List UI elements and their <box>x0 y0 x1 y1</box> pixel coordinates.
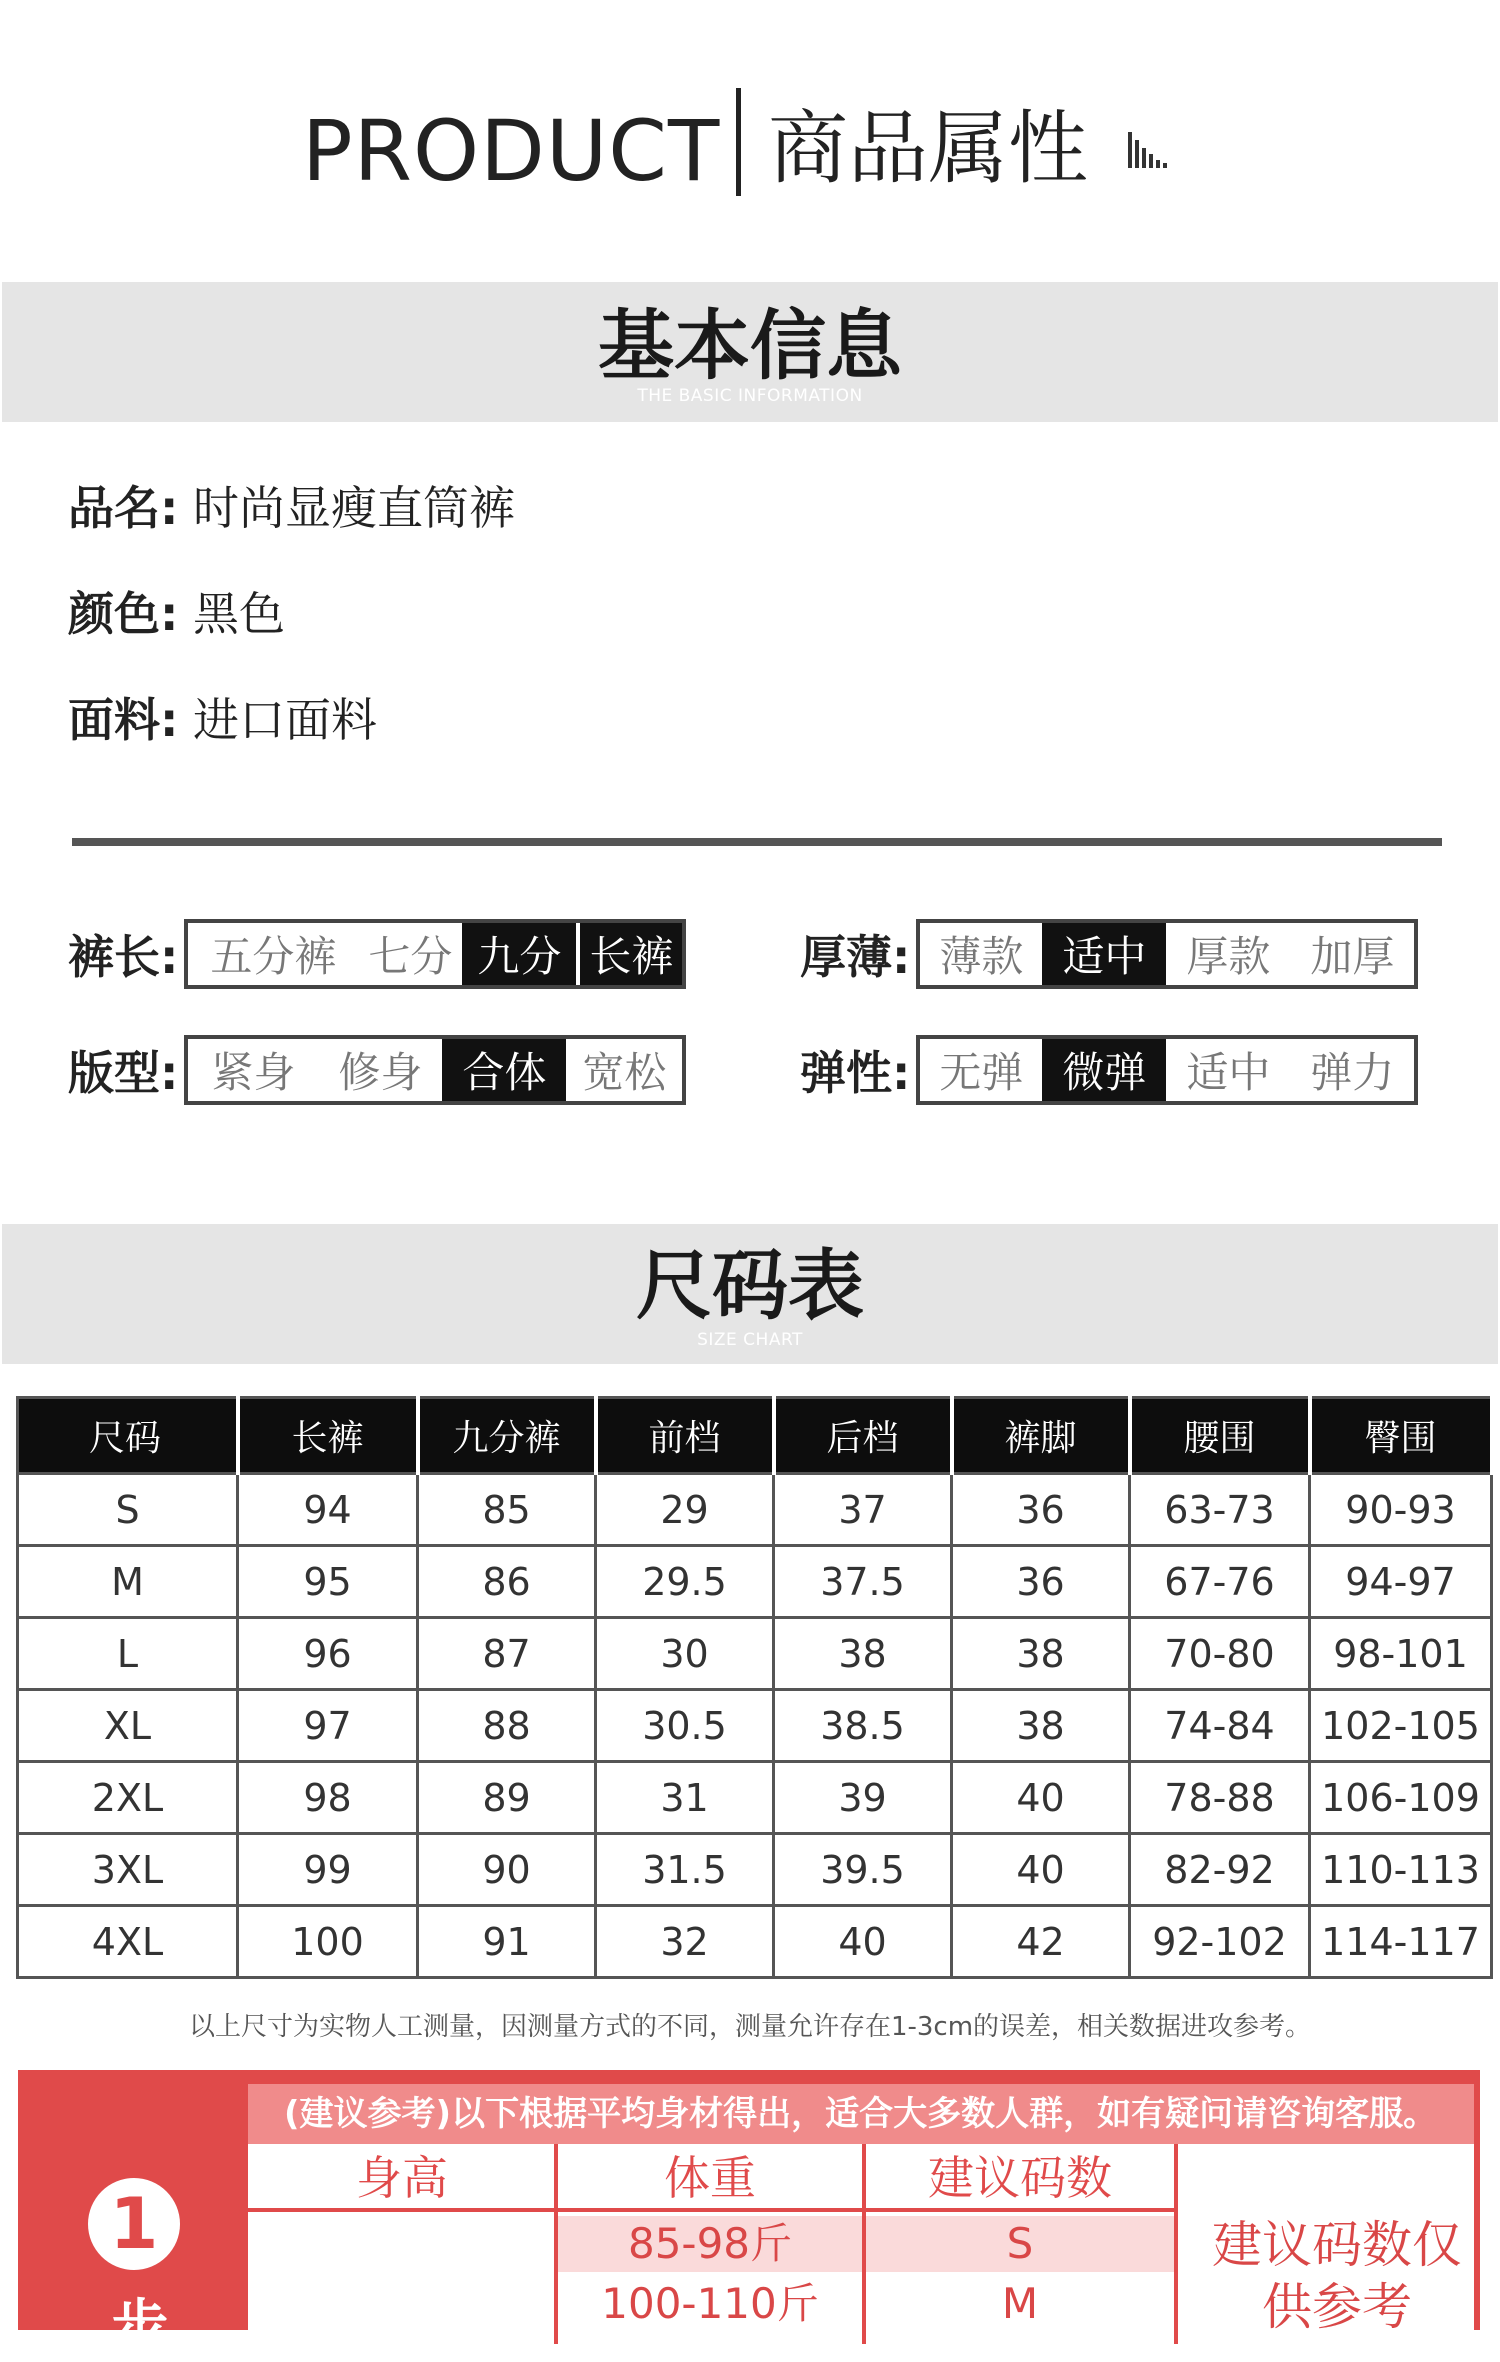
table-cell: 106-109 <box>1310 1762 1492 1834</box>
table-cell: 29.5 <box>596 1546 774 1618</box>
table-header: 尺码 <box>18 1398 238 1474</box>
table-cell: 37.5 <box>774 1546 952 1618</box>
table-cell: 97 <box>238 1690 418 1762</box>
table-cell: 92-102 <box>1130 1906 1310 1978</box>
table-cell: 94 <box>238 1474 418 1546</box>
table-cell: 31.5 <box>596 1834 774 1906</box>
table-cell: 40 <box>952 1762 1130 1834</box>
attr-option: 薄款 <box>939 932 1024 981</box>
table-cell: 39 <box>774 1762 952 1834</box>
attr-options <box>184 919 686 989</box>
table-cell: 95 <box>238 1546 418 1618</box>
header-title-cn: 商品属性 <box>768 102 1088 195</box>
table-cell: 100 <box>238 1906 418 1978</box>
table-cell: 85 <box>418 1474 596 1546</box>
weight-cell: 100-110斤 <box>601 2279 819 2328</box>
attr-option: 五分裤 <box>210 932 337 981</box>
table-cell: 30 <box>596 1618 774 1690</box>
table-cell: 98 <box>238 1762 418 1834</box>
table-row <box>18 1618 1492 1690</box>
table-cell: 29 <box>596 1474 774 1546</box>
table-cell: 99 <box>238 1834 418 1906</box>
table-cell: XL <box>18 1690 238 1762</box>
table-header: 腰围 <box>1130 1398 1310 1474</box>
table-cell: 114-117 <box>1310 1906 1492 1978</box>
table-cell: 38.5 <box>774 1690 952 1762</box>
attr-option-selected: 微弹 <box>1042 1039 1166 1101</box>
attr-options <box>916 919 1418 989</box>
grid-divider <box>1174 2144 1178 2344</box>
table-cell: 67-76 <box>1130 1546 1310 1618</box>
table-cell: L <box>18 1618 238 1690</box>
recommendation-grid <box>248 2144 1474 2344</box>
attr-label: 弹性: <box>800 1046 911 1100</box>
attr-option: 七分 <box>368 932 453 981</box>
size-table <box>16 1396 1494 1979</box>
table-cell: 38 <box>952 1690 1130 1762</box>
attr-option-selected: 长裤 <box>576 923 682 985</box>
table-cell: 74-84 <box>1130 1690 1310 1762</box>
table-cell: 37 <box>774 1474 952 1546</box>
attr-option-selected: 合体 <box>442 1039 566 1101</box>
table-cell: 78-88 <box>1130 1762 1310 1834</box>
table-row <box>18 1834 1492 1906</box>
table-cell: 102-105 <box>1310 1690 1492 1762</box>
attr-options <box>184 1035 686 1105</box>
product-header <box>0 88 1500 208</box>
attr-option-selected: 九分 <box>462 923 576 985</box>
table-cell: 110-113 <box>1310 1834 1492 1906</box>
attr-option: 厚款 <box>1186 932 1271 981</box>
size-cell: M <box>1001 2279 1039 2328</box>
column-header-height: 身高 <box>248 2144 556 2212</box>
attr-option-selected: 适中 <box>1042 923 1166 985</box>
table-cell: S <box>18 1474 238 1546</box>
table-cell: 87 <box>418 1618 596 1690</box>
table-header: 臀围 <box>1310 1398 1492 1474</box>
info-label: 面料: <box>68 693 179 747</box>
table-cell: M <box>18 1546 238 1618</box>
table-row <box>18 1474 1492 1546</box>
column-header-size: 建议码数 <box>864 2144 1176 2212</box>
table-header: 裤脚 <box>952 1398 1130 1474</box>
attr-label: 版型: <box>68 1046 179 1100</box>
table-cell: 3XL <box>18 1834 238 1906</box>
table-cell: 36 <box>952 1474 1130 1546</box>
table-cell: 32 <box>596 1906 774 1978</box>
info-label: 品名: <box>68 481 179 535</box>
table-header: 九分裤 <box>418 1398 596 1474</box>
table-cell: 88 <box>418 1690 596 1762</box>
table-cell: 91 <box>418 1906 596 1978</box>
basic-info-band <box>2 282 1498 422</box>
attr-fit <box>68 1035 686 1105</box>
table-cell: 89 <box>418 1762 596 1834</box>
table-cell: 98-101 <box>1310 1618 1492 1690</box>
attr-option: 无弹 <box>939 1048 1024 1097</box>
table-row <box>18 1906 1492 1978</box>
table-cell: 42 <box>952 1906 1130 1978</box>
basic-info-title: 基本信息 <box>598 301 902 390</box>
table-cell: 4XL <box>18 1906 238 1978</box>
table-header: 后档 <box>774 1398 952 1474</box>
table-cell: 86 <box>418 1546 596 1618</box>
attr-label: 厚薄: <box>800 930 911 984</box>
measurement-note: 以上尺寸为实物人工测量，因测量方式的不同，测量允许存在1-3cm的误差，相关数据进攻参考。 <box>188 2012 1312 2042</box>
table-header: 长裤 <box>238 1398 418 1474</box>
table-cell: 36 <box>952 1546 1130 1618</box>
column-header-weight: 体重 <box>556 2144 864 2212</box>
table-header-row <box>18 1398 1492 1474</box>
header-title-en: PRODUCT <box>302 102 721 200</box>
attr-thickness <box>800 919 1418 989</box>
attr-label: 裤长: <box>68 930 179 984</box>
size-disclaimer: 建议码数仅供参考 <box>1212 2216 1462 2336</box>
recommendation-panel <box>18 2070 1480 2359</box>
attr-option: 紧身 <box>211 1048 296 1097</box>
table-cell: 63-73 <box>1130 1474 1310 1546</box>
basic-info-subtitle: THE BASIC INFORMATION <box>637 386 863 406</box>
table-row <box>18 1690 1492 1762</box>
info-value: 进口面料 <box>193 693 378 747</box>
table-cell: 30.5 <box>596 1690 774 1762</box>
info-row-fabric <box>68 690 377 750</box>
attr-option: 宽松 <box>582 1048 667 1097</box>
size-chart-title: 尺码表 <box>636 1241 864 1330</box>
attr-length <box>68 919 686 989</box>
info-value: 黑色 <box>193 587 286 641</box>
attr-option: 修身 <box>338 1048 423 1097</box>
table-row <box>18 1546 1492 1618</box>
attr-option: 弹力 <box>1310 1048 1395 1097</box>
step-number-badge: 1 <box>88 2178 180 2270</box>
step-label: 步 <box>112 2294 168 2359</box>
section-divider <box>72 838 1442 846</box>
size-chart-band <box>2 1224 1498 1364</box>
table-header: 前档 <box>596 1398 774 1474</box>
table-cell: 2XL <box>18 1762 238 1834</box>
header-divider <box>736 88 741 196</box>
info-value: 时尚显瘦直筒裤 <box>193 481 516 535</box>
table-cell: 40 <box>952 1834 1130 1906</box>
table-cell: 70-80 <box>1130 1618 1310 1690</box>
table-cell: 38 <box>774 1618 952 1690</box>
table-cell: 40 <box>774 1906 952 1978</box>
weight-cell: 85-98斤 <box>558 2216 862 2272</box>
table-cell: 94-97 <box>1310 1546 1492 1618</box>
height-cell <box>248 2216 554 2272</box>
table-cell: 39.5 <box>774 1834 952 1906</box>
info-row-color <box>68 584 285 644</box>
attr-elasticity <box>800 1035 1418 1105</box>
table-row <box>18 1762 1492 1834</box>
table-cell: 90 <box>418 1834 596 1906</box>
info-row-name <box>68 478 515 538</box>
table-cell: 31 <box>596 1762 774 1834</box>
table-cell: 96 <box>238 1618 418 1690</box>
attr-option: 加厚 <box>1310 932 1395 981</box>
size-cell: S <box>866 2216 1174 2272</box>
table-cell: 82-92 <box>1130 1834 1310 1906</box>
attr-options <box>916 1035 1418 1105</box>
size-chart-subtitle: SIZE CHART <box>697 1330 803 1350</box>
bars-decoration-icon <box>1128 132 1174 168</box>
info-label: 颜色: <box>68 587 179 641</box>
table-cell: 38 <box>952 1618 1130 1690</box>
recommendation-header: (建议参考)以下根据平均身材得出，适合大多数人群，如有疑问请咨询客服。 <box>248 2084 1474 2144</box>
table-cell: 90-93 <box>1310 1474 1492 1546</box>
attr-option: 适中 <box>1186 1048 1271 1097</box>
